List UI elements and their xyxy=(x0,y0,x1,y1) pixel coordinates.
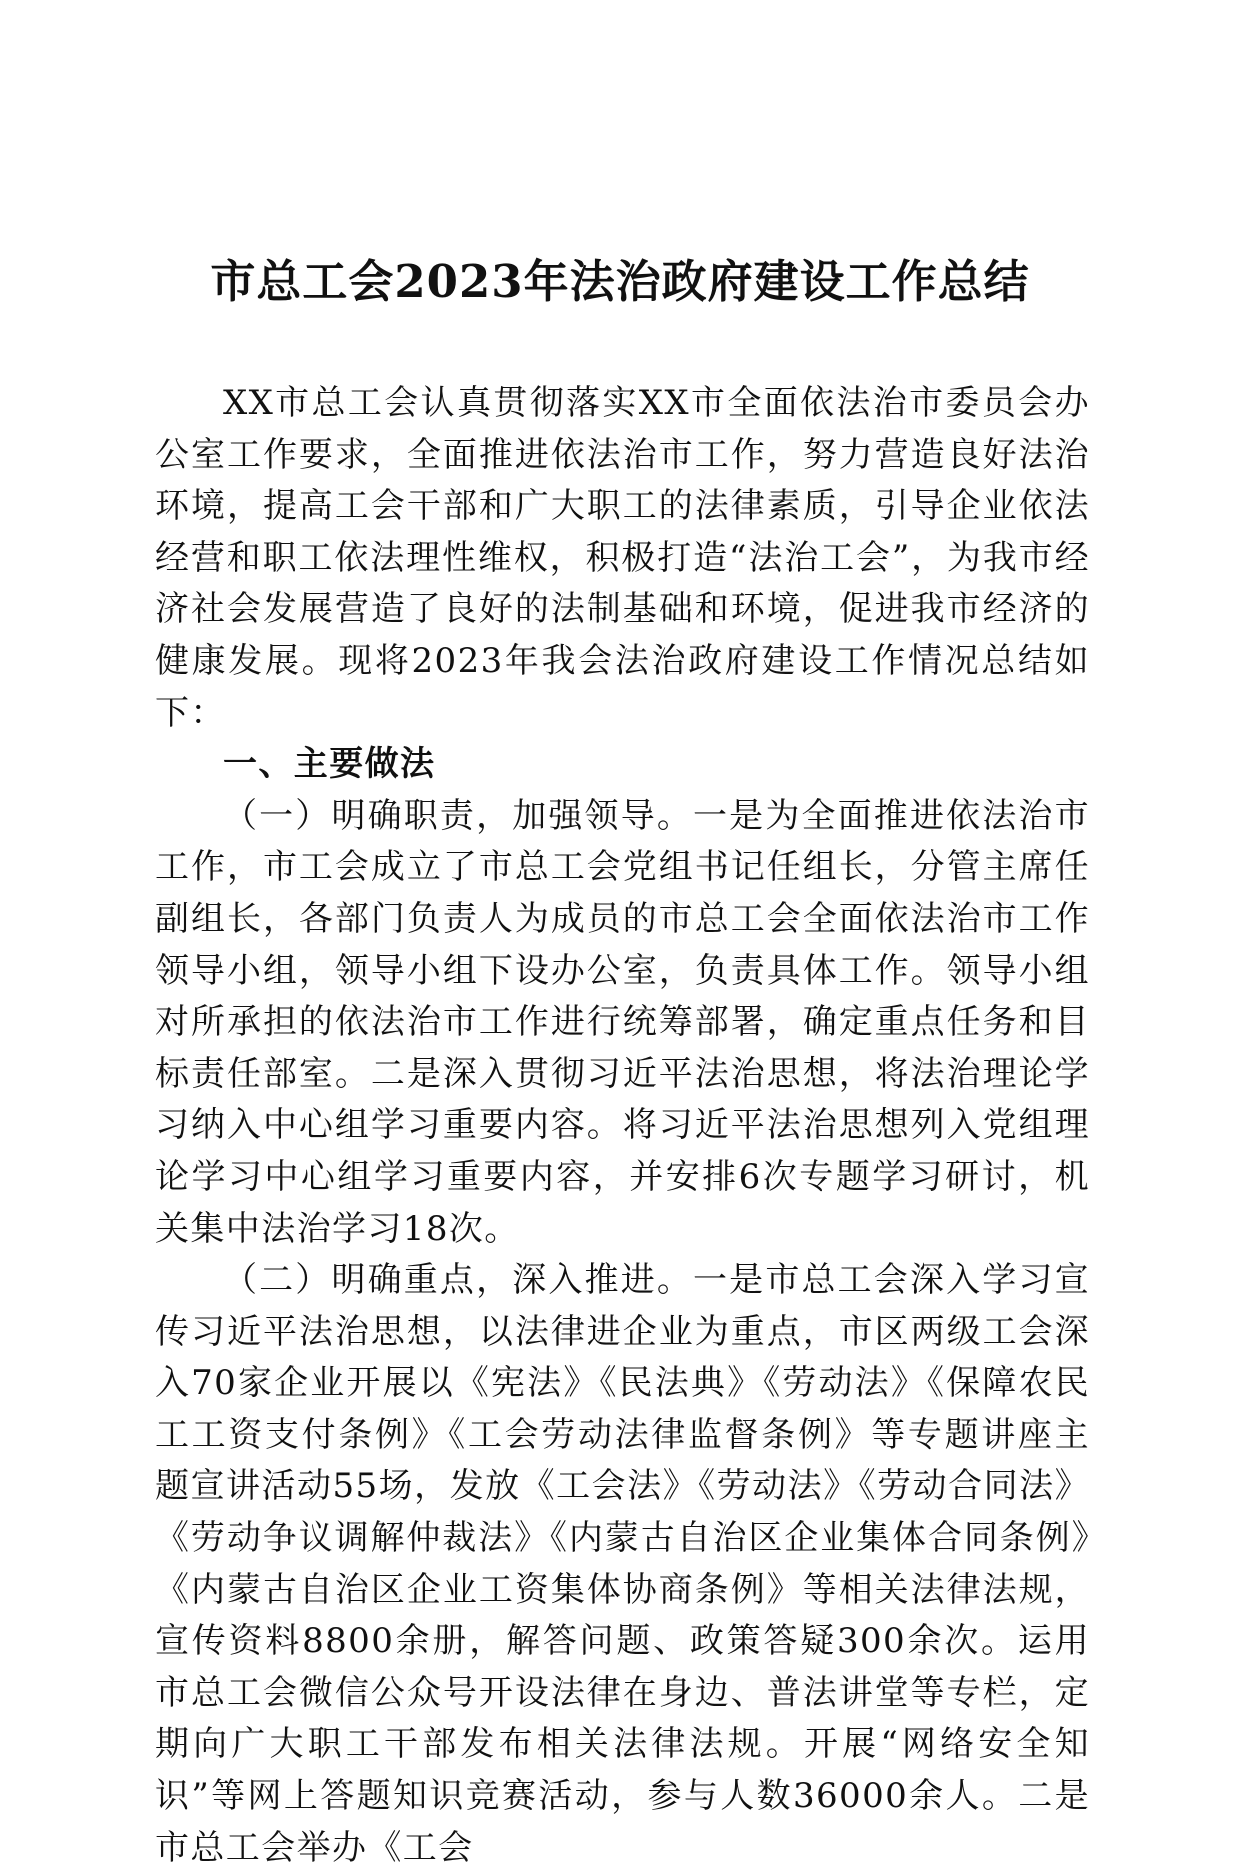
item-2-heading: （二）明确重点，深入推进。 xyxy=(223,1260,694,1301)
item-2-text: 一是市总工会深入学习宣传习近平法治思想，以法律进企业为重点，市区两级工会深入70家企业开展以《宪法》《民法典》《劳动法》《保障农民工工资支付条例》《工会劳动法律监督条例》等专题讲座主题宣讲活动55场，发放《工会法》《劳动法》《劳动合同法》《劳动争议调解仲裁法》《内蒙古自治区企业集体合同条例》《内蒙古自治区企业工资集体协商条例》等相关法律法规，宣传资料8800余册，解答问题、政策答疑300余次。运用市总工会微信公众号开设法律在身边、普法讲堂等专栏，定期向广大职工干部发布相关法律法规。开展“网络安全知识”等网上答题知识竞赛活动，参与人数36000余人。二是市总工会举办《工会 xyxy=(155,1260,1090,1868)
item-1-paragraph xyxy=(155,791,1090,1255)
item-1-heading: （一）明确职责，加强领导。 xyxy=(223,795,694,836)
document-title: 市总工会2023年法治政府建设工作总结 xyxy=(210,255,1030,308)
document-body xyxy=(155,378,1090,1874)
item-2-paragraph xyxy=(155,1255,1090,1874)
section-heading: 一、主要做法 xyxy=(223,744,436,785)
intro-paragraph: XX市总工会认真贯彻落实XX市全面依法治市委员会办公室工作要求，全面推进依法治市工作，努力营造良好法治环境，提高工会干部和广大职工的法律素质，引导企业依法经营和职工依法理性维权，积极打造“法治工会”，为我市经济社会发展营造了良好的法制基础和环境，促进我市经济的健康发展。现将2023年我会法治政府建设工作情况总结如下： xyxy=(155,383,1090,733)
item-1-text: 一是为全面推进依法治市工作，市工会成立了市总工会党组书记任组长，分管主席任副组长，各部门负责人为成员的市总工会全面依法治市工作领导小组，领导小组下设办公室，负责具体工作。领导小组对所承担的依法治市工作进行统筹部署，确定重点任务和目标责任部室。二是深入贯彻习近平法治思想，将法治理论学习纳入中心组学习重要内容。将习近平法治思想列入党组理论学习中心组学习重要内容，并安排6次专题学习研讨，机关集中法治学习18次。 xyxy=(155,795,1090,1249)
